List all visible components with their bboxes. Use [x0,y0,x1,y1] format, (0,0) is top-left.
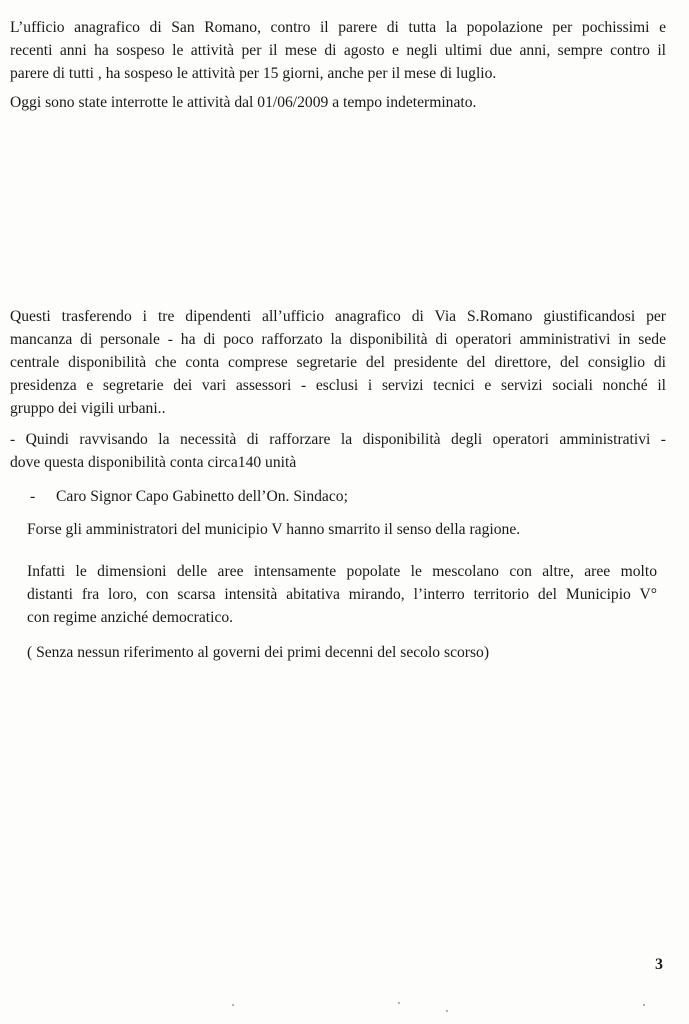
text-line: Infatti le dimensioni delle aree intensamente popolate le mescolano con altre, aree molto [27,563,657,580]
text-line: gruppo dei vigili urbani.. [10,400,166,417]
paragraph-dimensions [27,560,657,629]
paragraph-interruption [10,91,666,114]
paragraph-note [27,641,667,664]
scan-speck [398,1002,400,1004]
paragraph-reason [27,518,667,541]
text-line: ( Senza nessun riferimento al governi dei primi decenni del secolo scorso) [27,644,490,661]
text-line: recenti anni ha sospeso le attività per il mese di agosto e negli ultimi due anni, sempre contro il [10,42,666,59]
text-line: presidenza e segretarie dei vari assessori - esclusi i servizi tecnici e servizi sociali nonché il [10,377,666,394]
text-line: dove questa disponibilità conta circa140 unità [10,454,297,471]
dash-bullet: - [30,488,36,505]
text-line: Oggi sono state interrotte le attività dal 01/06/2009 a tempo indeterminato. [10,94,477,111]
text-line: L’ufficio anagrafico di San Romano, contro il parere di tutta la popolazione per pochissimi e [10,19,666,36]
text-line: - Quindi ravvisando la necessità di rafforzare la disponibilità degli operatori amministrativi - [10,431,666,448]
salutation-text: Caro Signor Capo Gabinetto dell’On. Sindaco; [56,488,348,505]
scan-speck [643,1004,645,1006]
text-line: Questi trasferendo i tre dipendenti all’ufficio anagrafico di Via S.Romano giustificandosi per [10,308,666,325]
scan-speck [446,1010,448,1012]
paragraph-reinforcement [10,428,666,474]
page-number: 3 [655,956,663,973]
scan-speck [232,1004,234,1006]
paragraph-transfer [10,305,666,420]
text-line: Forse gli amministratori del municipio V hanno smarrito il senso della ragione. [27,521,521,538]
text-line: mancanza di personale - ha di poco rafforzato la disponibilità di operatori amministrativi in sede [10,331,666,348]
paragraph-office-closures [10,16,666,85]
text-line: parere di tutti , ha sospeso le attività per 15 giorni, anche per il mese di luglio. [10,65,497,82]
text-line: distanti fra loro, con scarsa intensità abitativa mirando, l’interro territorio del Municipio V° [27,586,657,603]
text-line: centrale disponibilità che conta comprese segretarie del presidente del direttore, del consiglio di [10,354,666,371]
salutation-line [30,485,348,508]
text-line: con regime anziché democratico. [27,609,234,626]
